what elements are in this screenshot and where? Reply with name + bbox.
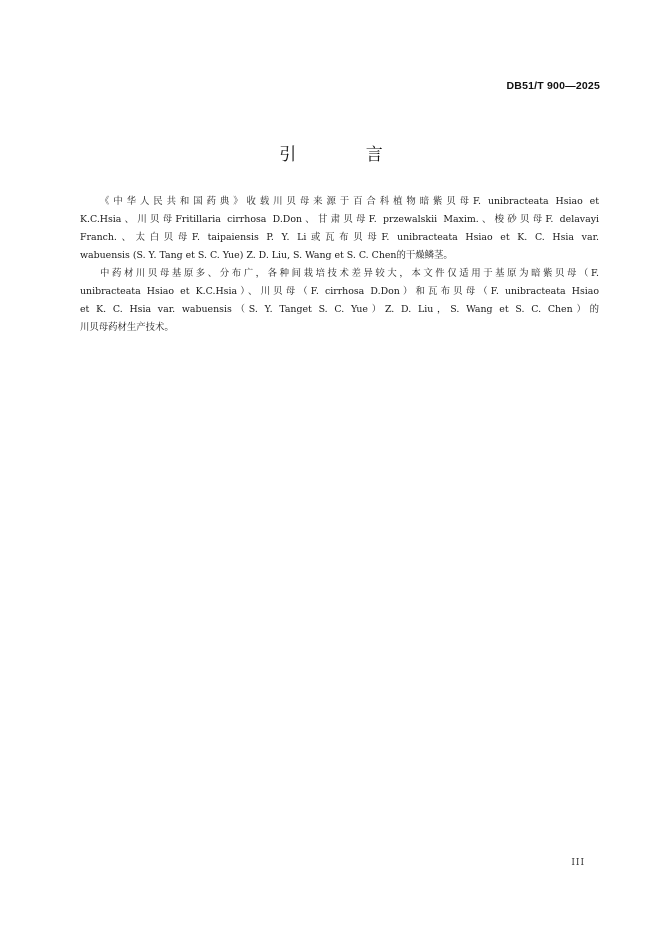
paragraph-2-line-2: unibracteata Hsiao et K.C.Hsia）、川贝母（F. cirrhosa D.Don）和瓦布贝母（F. unibracteata Hsiao [80,286,599,297]
paragraph-1-line-2: K.C.Hsia、川贝母Fritillaria cirrhosa D.Don、甘肃贝母F. przewalskii Maxim.、梭砂贝母F. delavayi [80,214,599,225]
paragraph-2-line-4: 川贝母药材生产技术。 [80,322,174,333]
paragraph-1-line-3: Franch.、太白贝母F. taipaiensis P. Y. Li或瓦布贝母F. unibracteata Hsiao et K. C. Hsia var. [80,232,599,243]
paragraph-2-line-1: 中药材川贝母基原多、分布广，各种间栽培技术差异较大，本文件仅适用于基原为暗紫贝母（F. [100,268,599,279]
page-title: 引 言 [279,145,415,165]
body-text [80,193,599,337]
paragraph-1-line-1: 《中华人民共和国药典》收载川贝母来源于百合科植物暗紫贝母F. unibracteata Hsiao et [100,196,599,207]
page-number: III [571,858,585,868]
document-code: DB51/T 900—2025 [506,80,600,92]
paragraph-1-line-4: wabuensis (S. Y. Tang et S. C. Yue) Z. D. Liu, S. Wang et S. C. Chen的干燥鳞茎。 [80,250,453,261]
paragraph-2-line-3: et K. C. Hsia var. wabuensis（S. Y. Tanget S. C. Yue）Z. D. Liu，S. Wang et S. C. Chen）的 [80,304,599,315]
